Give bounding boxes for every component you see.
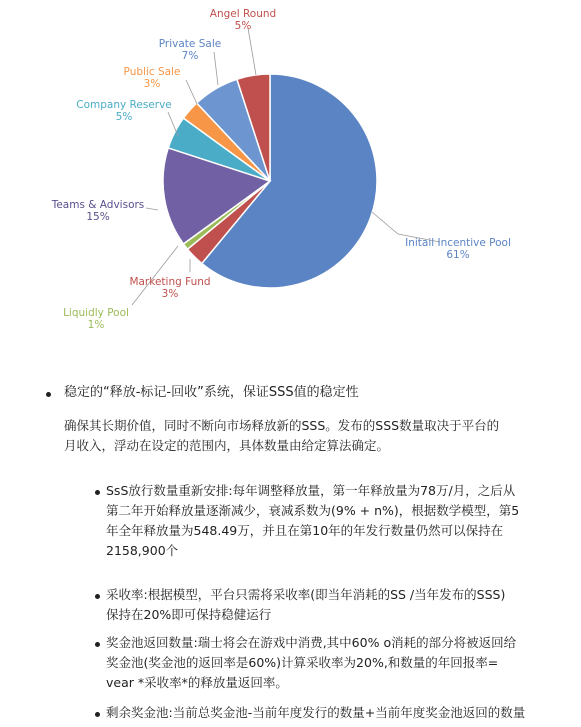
bullet-3-line-3: vear *采收率*的释放量返回率。 <box>106 675 288 690</box>
slice-label-percent: 5% <box>115 111 133 123</box>
leader-line <box>248 28 256 75</box>
bullet-dot <box>95 642 100 647</box>
bullet-dot <box>95 594 100 599</box>
intro-line-2: 月收入，浮动在设定的范围内，具体数量由给定算法确定。 <box>64 438 390 453</box>
leader-line <box>186 80 197 104</box>
slice-label-name: Marketing Fund <box>129 276 211 288</box>
bullet-2-line-2: 保持在20%即可保持稳健运行 <box>106 607 272 622</box>
bullet-dot <box>95 712 100 717</box>
slice-label-percent: 5% <box>234 20 252 32</box>
slice-label-name: Teams & Advisors <box>51 199 145 211</box>
section-heading: 稳定的“释放-标记-回收”系统，保证SSS值的稳定性 <box>64 385 359 400</box>
bullet-1-line-2: 第二年开始释放量逐渐减少，衰减系数为(9% + n%)，根据数学模型，第5 <box>106 503 520 518</box>
leader-line <box>168 112 178 136</box>
bullet-3-line-2: 奖金池(奖金池的返回率是60%)计算采收率为20%,和数量的年回报率= <box>106 655 499 670</box>
bullet-1-line-1: SsS放行数量重新安排:每年调整释放量，第一年释放量为78万/月，之后从 <box>106 483 516 498</box>
bullet-dot <box>46 392 51 397</box>
slice-label-name: Initail Incentive Pool <box>405 237 511 249</box>
bullet-2-line-1: 采收率:根据模型，平台只需将采收率(即当年消耗的SS /当年发布的SSS) <box>106 587 506 602</box>
slice-label-percent: 1% <box>87 319 105 331</box>
slice-label-percent: 3% <box>161 288 179 300</box>
leader-line <box>214 52 218 85</box>
slice-label-name: Public Sale <box>123 66 181 78</box>
leader-line <box>146 208 158 210</box>
intro-line-1: 确保其长期价值，同时不断向市场释放新的SSS。发布的SSS数量取决于平台的 <box>64 418 500 433</box>
slice-label-name: Company Reserve <box>76 99 172 111</box>
slice-label-name: Liquidly Pool <box>63 307 129 319</box>
slice-label-percent: 61% <box>446 249 470 261</box>
bullet-dot <box>95 490 100 495</box>
slice-label-name: Private Sale <box>158 38 222 50</box>
bullet-3-line-1: 奖金池返回数量:瑞士将会在游戏中消费,其中60% o消耗的部分将被返回给 <box>106 635 517 650</box>
bullet-1-line-3: 年全年释放量为548.49万，并且在第10年的年发行数量仍然可以保持在 <box>106 523 504 538</box>
slice-label-percent: 7% <box>181 50 199 62</box>
bullet-4-line-1: 剩余奖金池:当前总奖金池-当前年度发行的数量+当前年度奖金池返回的数量 <box>106 705 526 720</box>
pie-chart <box>0 0 581 360</box>
bullet-1-line-4: 2158,900个 <box>106 543 179 558</box>
slice-label-percent: 15% <box>86 211 110 223</box>
slice-label-percent: 3% <box>143 78 161 90</box>
slice-label-name: Angel Round <box>209 8 277 20</box>
